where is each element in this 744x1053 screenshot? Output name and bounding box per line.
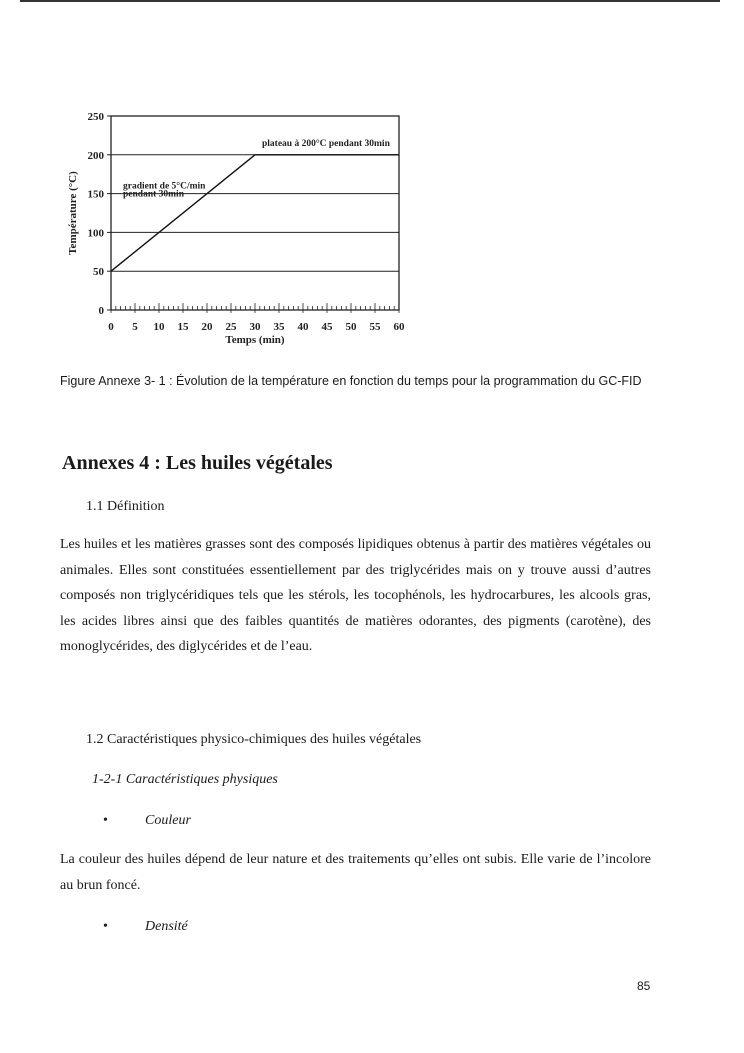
annex-heading: Annexes 4 : Les huiles végétales — [62, 452, 333, 474]
x-tick-label: 45 — [321, 321, 333, 333]
x-axis-title: Temps (min) — [225, 334, 285, 346]
x-tick-label: 60 — [393, 321, 405, 333]
page-number: 85 — [637, 979, 651, 993]
subsection-1-2-1-title: 1-2-1 Caractéristiques physiques — [92, 772, 278, 787]
x-tick-label: 20 — [201, 321, 213, 333]
y-tick-label: 50 — [93, 266, 104, 279]
bullet-couleur — [103, 813, 191, 829]
x-tick-label: 55 — [369, 321, 381, 333]
x-tick-label: 25 — [225, 321, 237, 333]
y-tick-label: 150 — [87, 188, 104, 201]
annotation-gradient: gradient de 5°C/min — [123, 181, 206, 192]
temperature-chart — [60, 108, 420, 358]
y-axis-title: Température (°C) — [67, 171, 79, 255]
y-tick-label: 200 — [87, 149, 104, 162]
bullet-densite-label: Densité — [145, 919, 188, 934]
bullet-couleur-label: Couleur — [145, 813, 191, 828]
y-tick-label: 250 — [87, 111, 104, 123]
x-tick-label: 5 — [132, 321, 138, 333]
x-tick-label: 50 — [345, 321, 357, 333]
series-line — [111, 155, 399, 271]
section-1-2-title: 1.2 Caractéristiques physico-chimiques des huiles végétales — [86, 732, 422, 747]
y-tick-label: 100 — [87, 227, 104, 240]
x-tick-label: 15 — [177, 321, 189, 333]
figure-caption: Figure Annexe 3- 1 : Évolution de la température en fonction du temps pour la programmation du GC-FID — [60, 374, 642, 388]
x-tick-label: 10 — [153, 321, 165, 333]
x-tick-label: 40 — [297, 321, 309, 333]
bullet-densite — [103, 919, 188, 935]
annotation-duration: pendant 30min — [123, 189, 184, 200]
x-tick-label: 0 — [108, 321, 114, 333]
definition-paragraph: Les huiles et les matières grasses sont des composés lipidiques obtenus à partir des matières végétales ou animales. Elles sont constituées essentiellement par des triglycérides mais on y trouve aussi d’autres composés non triglycéridiques tels que les stérols, les tocophénols, les hydrocarbures, les alcools gras, les acides libres ainsi que des faibles quantités de matières odorantes, des pigments (carotène), des monoglycérides, des diglycérides et de l’eau. — [60, 537, 651, 654]
bullet-marker: • — [103, 919, 108, 934]
section-1-1-title: 1.1 Définition — [86, 499, 165, 514]
couleur-paragraph: La couleur des huiles dépend de leur nature et des traitements qu’elles ont subis. Elle varie de l’incolore au brun foncé. — [60, 852, 651, 893]
bullet-marker: • — [103, 813, 108, 828]
y-tick-label: 0 — [98, 305, 104, 317]
x-tick-label: 30 — [249, 321, 261, 333]
top-rule — [20, 0, 720, 2]
x-tick-label: 35 — [273, 321, 285, 333]
annotation-plateau: plateau à 200°C pendant 30min — [262, 138, 390, 149]
